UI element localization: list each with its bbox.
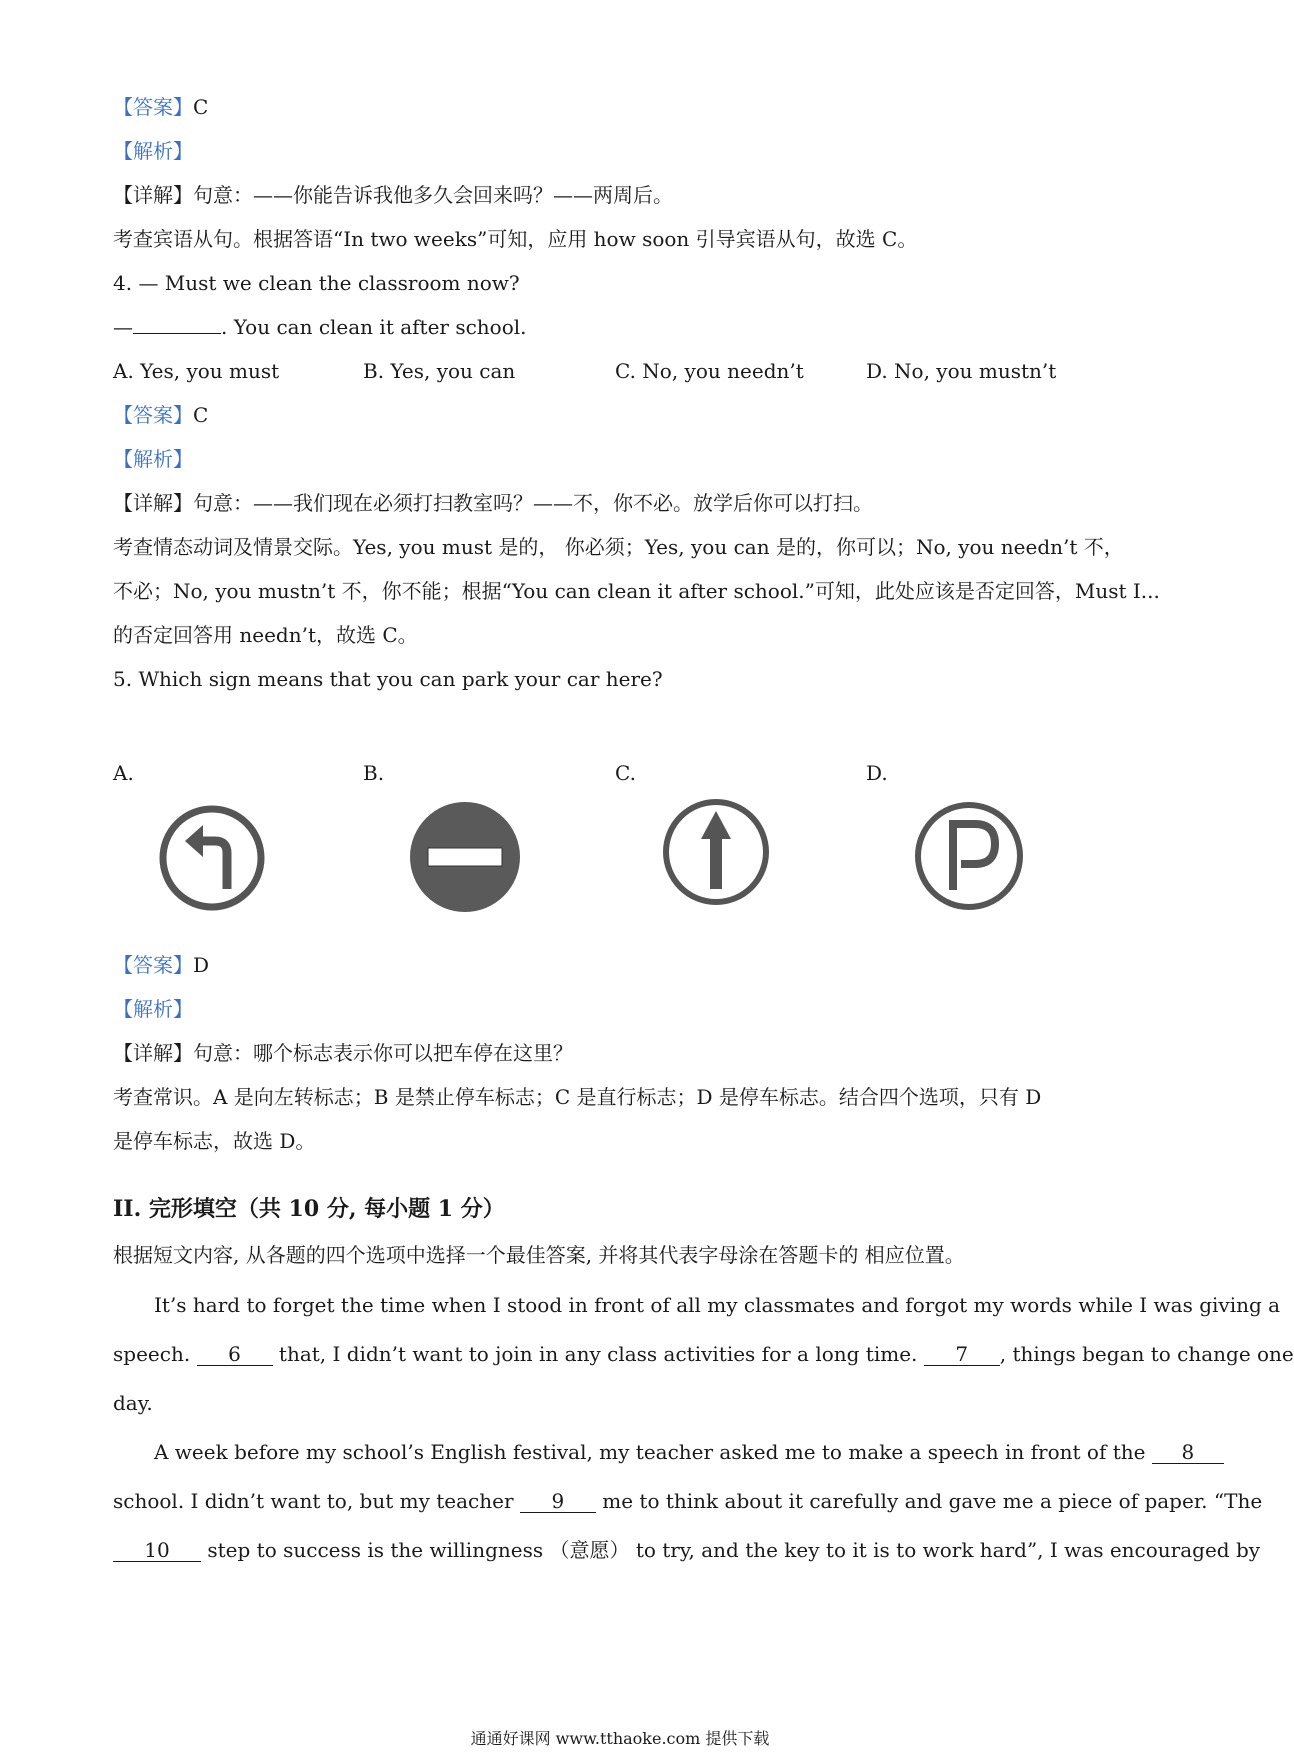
- no-parking-sign-icon: [408, 800, 522, 914]
- detail-tag: 【详解】: [113, 1041, 193, 1065]
- turn-left-sign-icon: [157, 803, 267, 913]
- answer-line-q5: [113, 952, 209, 978]
- explanation-q4-line1: 考查情态动词及情景交际。Yes, you must 是的， 你必须；Yes, you can 是的，你可以；No, you needn’t 不，: [113, 535, 1124, 559]
- explanation-q3: 考查宾语从句。根据答语“In two weeks”可知，应用 how soon 引导宾语从句，故选 C。: [113, 227, 918, 251]
- text: A week before my school’s English festival, my teacher asked me to make a speech in front of the: [154, 1440, 1146, 1464]
- explanation-q5-line2: 是停车标志，故选 D。: [113, 1129, 316, 1153]
- answer-line-q4: [113, 402, 208, 428]
- passage-p1-line1: It’s hard to forget the time when I stood in front of all my classmates and forgot my words while I was giving a: [154, 1293, 1281, 1317]
- question-4-reply: [113, 314, 527, 340]
- analysis-tag-q4: 【解析】: [113, 447, 193, 471]
- sign-label-d: D.: [866, 761, 888, 785]
- option-b: B. Yes, you can: [363, 359, 516, 383]
- detail-text: 句意：哪个标志表示你可以把车停在这里？: [193, 1041, 573, 1065]
- explanation-q4-line2: 不必；No, you mustn’t 不，你不能；根据“You can clean it after school.”可知，此处应该是否定回答，Must I...: [113, 579, 1160, 603]
- answer-tag: 【答案】: [113, 953, 193, 977]
- text: me to think about it carefully and gave me a piece of paper. “The: [602, 1489, 1263, 1513]
- cloze-blank-9: 9: [520, 1490, 596, 1513]
- straight-ahead-sign-icon: [661, 797, 771, 907]
- cloze-blank-10: 10: [113, 1539, 201, 1562]
- option-a: A. Yes, you must: [113, 359, 280, 383]
- passage-p2-line3: [113, 1537, 1260, 1563]
- question-5: 5. Which sign means that you can park your car here?: [113, 667, 663, 691]
- section-instructions: 根据短文内容, 从各题的四个选项中选择一个最佳答案, 并将其代表字母涂在答题卡的 相应位置。: [113, 1243, 965, 1267]
- answer-value: D: [193, 953, 210, 977]
- parking-sign-icon: [913, 800, 1025, 912]
- detail-tag: 【详解】: [113, 183, 193, 207]
- passage-p2-line1: [154, 1439, 1224, 1465]
- sign-label-a: A.: [113, 761, 134, 785]
- text: , things began to change one: [999, 1342, 1294, 1366]
- option-c: C. No, you needn’t: [615, 359, 804, 383]
- explanation-q4-line3: 的否定回答用 needn’t，故选 C。: [113, 623, 418, 647]
- passage-p1-line2: [113, 1341, 1294, 1367]
- detail-line-q4: [113, 490, 873, 516]
- page-footer: 通通好课网 www.tthaoke.com 提供下载: [470, 1729, 770, 1748]
- cloze-blank-7: 7: [924, 1343, 1000, 1366]
- passage-p1-line3: day.: [113, 1391, 153, 1415]
- sign-label-c: C.: [615, 761, 636, 785]
- text: that, I didn’t want to join in any class activities for a long time.: [278, 1342, 918, 1366]
- answer-blank: [133, 333, 221, 334]
- detail-line-q3: [113, 182, 673, 208]
- text: step to success is the willingness （意愿） to try, and the key to it is to work hard”, I was encouraged by: [207, 1538, 1261, 1562]
- sign-label-b: B.: [363, 761, 385, 785]
- answer-tag: 【答案】: [113, 95, 193, 119]
- answer-line-q3: [113, 94, 208, 120]
- section-heading: II. 完形填空（共 10 分, 每小题 1 分）: [113, 1196, 505, 1222]
- answer-tag: 【答案】: [113, 403, 193, 427]
- passage-p2-line2: [113, 1488, 1262, 1514]
- answer-value: C: [193, 403, 209, 427]
- detail-tag: 【详解】: [113, 491, 193, 515]
- answer-value: C: [193, 95, 209, 119]
- question-4: 4. — Must we clean the classroom now?: [113, 271, 520, 295]
- explanation-q5-line1: 考查常识。A 是向左转标志；B 是禁止停车标志；C 是直行标志；D 是停车标志。结合四个选项，只有 D: [113, 1085, 1042, 1109]
- reply-text: . You can clean it after school.: [221, 315, 527, 339]
- text: school. I didn’t want to, but my teacher: [113, 1489, 514, 1513]
- dash: —: [113, 315, 133, 339]
- analysis-tag-q5: 【解析】: [113, 997, 193, 1021]
- option-d: D. No, you mustn’t: [866, 359, 1057, 383]
- cloze-blank-8: 8: [1152, 1441, 1224, 1464]
- detail-line-q5: [113, 1040, 573, 1066]
- cloze-blank-6: 6: [197, 1343, 273, 1366]
- detail-text: 句意：——我们现在必须打扫教室吗？——不，你不必。放学后你可以打扫。: [193, 491, 873, 515]
- text: speech.: [113, 1342, 191, 1366]
- detail-text: 句意：——你能告诉我他多久会回来吗？——两周后。: [193, 183, 673, 207]
- analysis-tag-q3: 【解析】: [113, 139, 193, 163]
